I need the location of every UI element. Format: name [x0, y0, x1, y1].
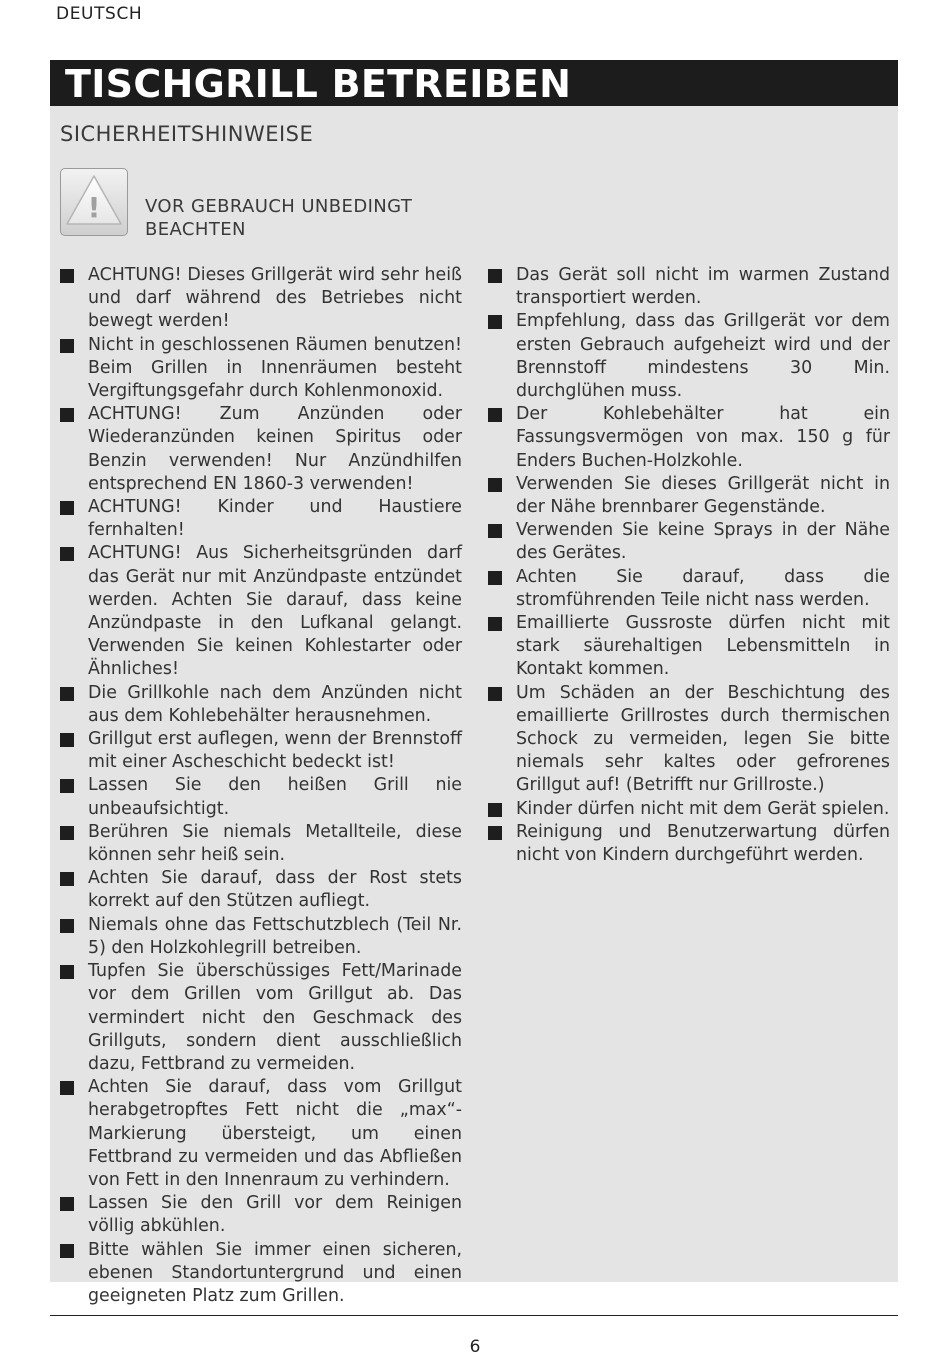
list-item-text: Niemals ohne das Fettschutzblech (Teil Nr. 5) den Holzkohlegrill betreiben.: [88, 914, 462, 958]
list-item: [58, 682, 462, 728]
list-item-text: Die Grillkohle nach dem Anzünden nicht aus dem Kohlebehälter herausnehmen.: [88, 682, 462, 726]
square-bullet-icon: [488, 803, 502, 817]
list-item-text: ACHTUNG! Aus Sicherheitsgründen darf das Gerät nur mit Anzündpaste entzündet werden. Achten Sie darauf, dass keine Anzündpaste in den Lufkanal gelangt. Verwenden Sie keinen Kohlestarter oder Ähnliches!: [88, 543, 462, 680]
list-item: [486, 264, 890, 310]
left-safety-list: [58, 264, 462, 1308]
list-item: [486, 519, 890, 565]
list-item: [486, 566, 890, 612]
list-item-text: Nicht in geschlossenen Räumen benutzen! Beim Grillen in Innenräumen besteht Vergiftungsgefahr durch Kohlenmonoxid.: [88, 334, 462, 402]
list-item: [58, 1192, 462, 1238]
square-bullet-icon: [488, 826, 502, 840]
page-title: TISCHGRILL BETREIBEN: [65, 62, 572, 106]
square-bullet-icon: [60, 269, 74, 283]
list-item-text: Bitte wählen Sie immer einen sicheren, ebenen Standortuntergrund und einen geeigneten Platz zum Grillen.: [88, 1239, 462, 1306]
square-bullet-icon: [60, 733, 74, 747]
list-item: [486, 682, 890, 798]
square-bullet-icon: [60, 965, 74, 979]
square-bullet-icon: [488, 687, 502, 701]
list-item: [486, 403, 890, 473]
warning-text: VOR GEBRAUCH UNBEDINGT BEACHTEN: [145, 196, 413, 240]
list-item-text: Berühren Sie niemals Metallteile, diese können sehr heiß sein.: [88, 821, 462, 866]
list-item-text: Achten Sie darauf, dass die stromführenden Teile nicht nass werden.: [516, 566, 890, 610]
square-bullet-icon: [60, 1197, 74, 1211]
list-item-text: ACHTUNG! Zum Anzünden oder Wiederanzünden keinen Spiritus oder Benzin verwenden! Nur Anzündhilfen entsprechend EN 1860-3 verwenden!: [88, 404, 462, 494]
list-item: [58, 496, 462, 542]
square-bullet-icon: [60, 826, 74, 840]
list-item-text: Empfehlung, dass das Grillgerät vor dem ersten Gebrauch aufgeheizt wird und der Brennstoff mindestens 30 Min. durchglühen muss.: [516, 311, 890, 402]
list-item-text: Achten Sie darauf, dass der Rost stets korrekt auf den Stützen aufliegt.: [88, 868, 462, 912]
list-item-text: Der Kohlebehälter hat ein Fassungsvermögen von max. 150 g für Enders Buchen-Holzkohle.: [516, 404, 890, 471]
square-bullet-icon: [488, 524, 502, 538]
list-item-text: Verwenden Sie dieses Grillgerät nicht in der Nähe brennbarer Gegenstände.: [516, 473, 890, 518]
list-item-text: Tupfen Sie überschüssiges Fett/Marinade vor dem Grillen vom Grillgut ab. Das vermindert nicht den Geschmack des Grillguts, sondern dient ausschließlich dazu, Fettbrand zu vermeiden.: [88, 961, 462, 1074]
section-title: SICHERHEITSHINWEISE: [60, 122, 314, 146]
list-item: [486, 821, 890, 867]
list-item: [486, 798, 890, 821]
list-item-text: Kinder dürfen nicht mit dem Gerät spielen.: [516, 798, 890, 819]
list-item-text: Verwenden Sie keine Sprays in der Nähe des Gerätes.: [516, 520, 890, 564]
list-item: [58, 264, 462, 334]
square-bullet-icon: [488, 478, 502, 492]
list-item: [58, 774, 462, 820]
square-bullet-icon: [60, 501, 74, 515]
square-bullet-icon: [60, 1244, 74, 1258]
square-bullet-icon: [488, 269, 502, 283]
square-bullet-icon: [60, 872, 74, 886]
square-bullet-icon: [488, 571, 502, 585]
square-bullet-icon: [60, 779, 74, 793]
list-item: [58, 728, 462, 774]
list-item-text: Achten Sie darauf, dass vom Grillgut herabgetropftes Fett nicht die „max“-Markierung übersteigt, um einen Fettbrand zu vermeiden und das Abfließen von Fett in den Innenraum zu verhindern.: [88, 1077, 462, 1190]
square-bullet-icon: [488, 617, 502, 631]
language-label: DEUTSCH: [56, 4, 143, 24]
title-bar: [50, 60, 898, 106]
warning-triangle-icon: [60, 168, 128, 236]
square-bullet-icon: [60, 919, 74, 933]
list-item: [58, 403, 462, 496]
square-bullet-icon: [60, 687, 74, 701]
list-item-text: Um Schäden an der Beschichtung des emaillierte Grillrostes durch thermischen Schock zu vermeiden, legen Sie bitte niemals sehr kaltes oder gefrorenes Grillgut auf! (Betrifft nur Grillroste.): [516, 682, 890, 796]
list-item-text: Reinigung und Benutzerwartung dürfen nicht von Kindern durchgeführt werden.: [516, 821, 890, 866]
list-item: [58, 867, 462, 913]
footer-divider: [50, 1315, 898, 1316]
list-item-text: Lassen Sie den heißen Grill nie unbeaufsichtigt.: [88, 775, 462, 819]
list-item: [486, 612, 890, 682]
square-bullet-icon: [488, 315, 502, 329]
page-number: 6: [469, 1337, 481, 1357]
list-item: [58, 960, 462, 1076]
list-item-text: Grillgut erst auflegen, wenn der Brennstoff mit einer Ascheschicht bedeckt ist!: [88, 729, 462, 773]
square-bullet-icon: [488, 408, 502, 422]
list-item: [58, 1239, 462, 1309]
square-bullet-icon: [60, 408, 74, 422]
square-bullet-icon: [60, 547, 74, 561]
list-item: [486, 473, 890, 519]
list-item-text: Das Gerät soll nicht im warmen Zustand transportiert werden.: [516, 265, 890, 309]
list-item-text: ACHTUNG! Dieses Grillgerät wird sehr heiß und darf während des Betriebes nicht bewegt werden!: [88, 265, 462, 332]
list-item-text: ACHTUNG! Kinder und Haustiere fernhalten!: [88, 497, 462, 541]
square-bullet-icon: [60, 339, 74, 353]
list-item: [58, 334, 462, 404]
list-item: [58, 542, 462, 681]
right-safety-list: [486, 264, 890, 867]
list-item: [58, 1076, 462, 1192]
list-item: [58, 821, 462, 867]
warning-exclamation: !: [87, 191, 101, 224]
list-item: [486, 310, 890, 403]
square-bullet-icon: [60, 1081, 74, 1095]
list-item-text: Lassen Sie den Grill vor dem Reinigen völlig abkühlen.: [88, 1193, 462, 1237]
list-item: [58, 914, 462, 960]
list-item-text: Emaillierte Gussroste dürfen nicht mit stark säurehaltigen Lebensmitteln in Kontakt kommen.: [516, 613, 890, 680]
